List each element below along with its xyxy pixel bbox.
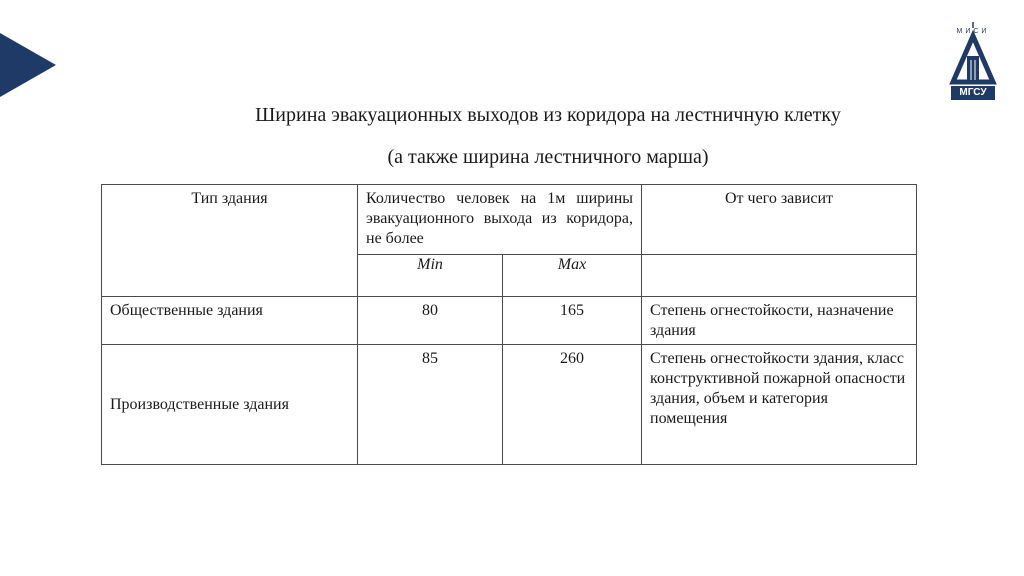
- slide-title: Ширина эвакуационных выходов из коридора на лестничную клетку: [255, 104, 841, 126]
- header-people-count: Количество человек на 1м ширины эвакуационного выхода из коридора, не более: [358, 185, 642, 255]
- logo-caption: МГСУ: [951, 86, 995, 100]
- table-row: [102, 297, 917, 345]
- subheader-empty: [642, 255, 917, 297]
- slide-arrow-icon: [0, 33, 56, 97]
- logo-letters: МИСИ: [956, 28, 990, 35]
- row-min-value: 80: [358, 297, 503, 345]
- university-logo: [949, 22, 997, 104]
- row-depends-on: Степень огнестойкости, назначение здания: [642, 297, 917, 345]
- header-depends-on: От чего зависит: [642, 185, 917, 255]
- row-min-value: 85: [358, 345, 503, 465]
- row-max-value: 260: [503, 345, 642, 465]
- row-depends-on: Степень огнестойкости здания, класс конструктивной пожарной опасности здания, объем и категория помещения: [642, 345, 917, 465]
- table-row: [102, 345, 917, 465]
- subheader-max: Max: [503, 255, 642, 297]
- row-max-value: 165: [503, 297, 642, 345]
- slide-subtitle: (а также ширина лестничного марша): [387, 146, 709, 168]
- header-building-type: Тип здания: [102, 185, 358, 297]
- row-building-type: Производственные здания: [102, 345, 358, 465]
- subheader-min: Min: [358, 255, 503, 297]
- table-header-row: [102, 185, 917, 255]
- row-building-type: Общественные здания: [102, 297, 358, 345]
- evacuation-width-table: [101, 184, 917, 465]
